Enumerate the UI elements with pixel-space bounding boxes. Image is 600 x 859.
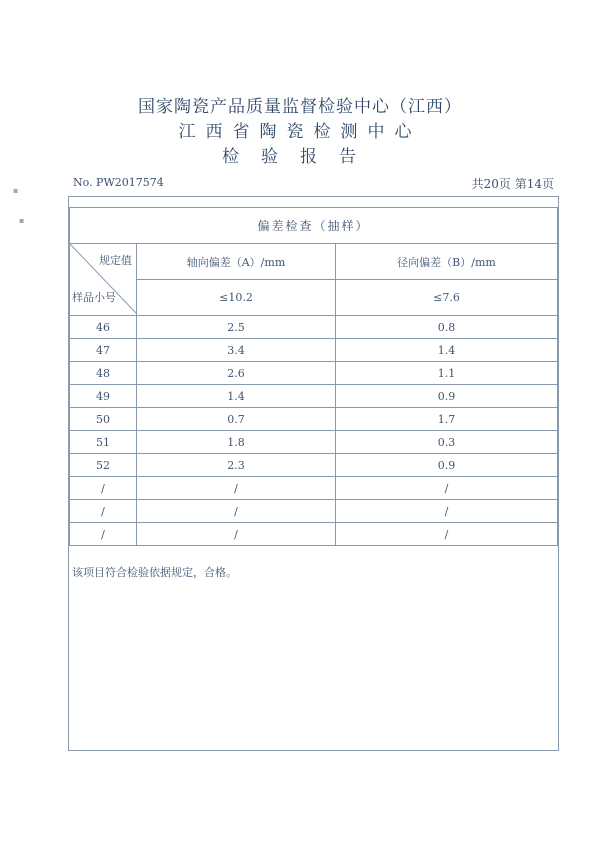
sample-number-cell: 51 [70,431,137,454]
table-row [70,454,558,477]
sample-number-cell: / [70,523,137,546]
radial-value-cell: / [336,477,558,500]
sample-number-cell: 48 [70,362,137,385]
table-row [70,500,558,523]
table-title: 偏差检查（抽样） [70,208,558,244]
radial-value-cell: 1.7 [336,408,558,431]
table-row [70,339,558,362]
table-row [70,523,558,546]
sample-number-cell: / [70,500,137,523]
axial-value-cell: / [137,500,336,523]
radial-value-cell: 1.1 [336,362,558,385]
sample-number-cell: / [70,477,137,500]
axial-value-cell: 2.3 [137,454,336,477]
col-header-radial: 径向偏差（B）/mm [336,244,558,280]
radial-value-cell: 1.4 [336,339,558,362]
report-header-line2: 江西省陶瓷检测中心 [178,122,422,142]
radial-value-cell: 0.3 [336,431,558,454]
report-frame [68,196,559,751]
table-header-row [70,244,558,280]
table-row [70,408,558,431]
report-header-line3: 检验报告 [222,147,378,167]
radial-value-cell: / [336,523,558,546]
axial-value-cell: 2.5 [137,316,336,339]
scan-mark: ▪ [13,186,19,195]
corner-cell [70,244,137,316]
report-number: No. PW2017574 [73,176,164,189]
axial-value-cell: / [137,523,336,546]
table-row [70,316,558,339]
sample-number-cell: 49 [70,385,137,408]
deviation-table [69,207,558,546]
axial-value-cell: / [137,477,336,500]
spec-row [70,280,558,316]
corner-label-spec: 规定值 [99,254,132,267]
sample-number-cell: 46 [70,316,137,339]
radial-value-cell: 0.9 [336,454,558,477]
table-row [70,362,558,385]
spec-radial: ≤7.6 [336,280,558,316]
sample-number-cell: 47 [70,339,137,362]
table-row [70,385,558,408]
axial-value-cell: 1.4 [137,385,336,408]
radial-value-cell: 0.8 [336,316,558,339]
table-title-row [70,208,558,244]
table-row [70,431,558,454]
radial-value-cell: 0.9 [336,385,558,408]
corner-label-sample: 样品小号 [72,291,116,304]
sample-number-cell: 52 [70,454,137,477]
axial-value-cell: 3.4 [137,339,336,362]
report-header-line1: 国家陶瓷产品质量监督检验中心（江西） [138,97,462,117]
spec-axial: ≤10.2 [137,280,336,316]
page-info: 共20页 第14页 [471,177,554,191]
conclusion-text: 该项目符合检验依据规定，合格。 [72,566,237,579]
col-header-axial: 轴向偏差（A）/mm [137,244,336,280]
axial-value-cell: 0.7 [137,408,336,431]
axial-value-cell: 2.6 [137,362,336,385]
table-row [70,477,558,500]
sample-number-cell: 50 [70,408,137,431]
radial-value-cell: / [336,500,558,523]
axial-value-cell: 1.8 [137,431,336,454]
scan-mark: ▪ [19,216,25,225]
